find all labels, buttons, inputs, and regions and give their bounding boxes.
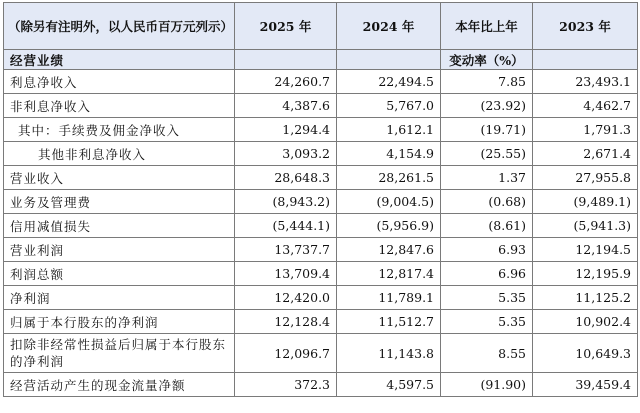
row-label: 信用减值损失: [4, 214, 235, 238]
table-row: [4, 238, 638, 262]
value-2024: 4,154.9: [337, 142, 441, 166]
value-change: 6.96: [441, 262, 533, 286]
value-change: (8.61): [441, 214, 533, 238]
value-2023: 10,902.4: [533, 310, 638, 334]
table-row: [4, 166, 638, 190]
value-2023: 27,955.8: [533, 166, 638, 190]
value-2024: 12,817.4: [337, 262, 441, 286]
value-2023: 10,649.3: [533, 334, 638, 373]
value-2025: 13,737.7: [235, 238, 337, 262]
value-2024: 22,494.5: [337, 70, 441, 94]
header-2024: 2024 年: [337, 3, 441, 50]
value-2024: 5,767.0: [337, 94, 441, 118]
table-row: [4, 190, 638, 214]
value-2024: 11,512.7: [337, 310, 441, 334]
table-row: [4, 334, 638, 373]
value-2025: 4,387.6: [235, 94, 337, 118]
value-2025: 12,420.0: [235, 286, 337, 310]
header-unit-note: （除另有注明外，以人民币百万元列示）: [4, 3, 235, 50]
value-change: 7.85: [441, 70, 533, 94]
header-2023: 2023 年: [533, 3, 638, 50]
section-blank: [337, 50, 441, 70]
value-2024: 28,261.5: [337, 166, 441, 190]
value-change: (23.92): [441, 94, 533, 118]
row-label: 其中：手续费及佣金净收入: [4, 118, 235, 142]
value-change: (91.90): [441, 373, 533, 397]
value-2024: (5,956.9): [337, 214, 441, 238]
section-unit: 变动率（%）: [441, 50, 533, 70]
row-label: 经营活动产生的现金流量净额: [4, 373, 235, 397]
value-change: 5.35: [441, 310, 533, 334]
header-row: [4, 3, 638, 50]
value-2024: 12,847.6: [337, 238, 441, 262]
section-blank: [533, 50, 638, 70]
value-2025: 1,294.4: [235, 118, 337, 142]
table-row: [4, 286, 638, 310]
section-label: 经营业绩: [4, 50, 235, 70]
row-label: 利润总额: [4, 262, 235, 286]
table-row: [4, 142, 638, 166]
row-label: 净利润: [4, 286, 235, 310]
value-2025: 24,260.7: [235, 70, 337, 94]
value-2025: 13,709.4: [235, 262, 337, 286]
value-2023: 2,671.4: [533, 142, 638, 166]
row-label: 归属于本行股东的净利润: [4, 310, 235, 334]
financial-table: [3, 2, 638, 397]
value-2023: 12,194.5: [533, 238, 638, 262]
value-2023: 12,195.9: [533, 262, 638, 286]
row-label: 非利息净收入: [4, 94, 235, 118]
section-row: [4, 50, 638, 70]
value-2023: 23,493.1: [533, 70, 638, 94]
table-row: [4, 373, 638, 397]
value-change: (19.71): [441, 118, 533, 142]
value-change: (0.68): [441, 190, 533, 214]
value-2025: (5,444.1): [235, 214, 337, 238]
value-change: 6.93: [441, 238, 533, 262]
row-label: 营业利润: [4, 238, 235, 262]
value-2024: (9,004.5): [337, 190, 441, 214]
value-2023: 11,125.2: [533, 286, 638, 310]
table-row: [4, 118, 638, 142]
value-2025: (8,943.2): [235, 190, 337, 214]
row-label: 营业收入: [4, 166, 235, 190]
value-2023: (9,489.1): [533, 190, 638, 214]
value-2025: 28,648.3: [235, 166, 337, 190]
value-2025: 372.3: [235, 373, 337, 397]
table-row: [4, 214, 638, 238]
value-2025: 3,093.2: [235, 142, 337, 166]
value-2023: (5,941.3): [533, 214, 638, 238]
value-change: (25.55): [441, 142, 533, 166]
value-2024: 11,143.8: [337, 334, 441, 373]
value-2024: 11,789.1: [337, 286, 441, 310]
value-change: 8.55: [441, 334, 533, 373]
value-2023: 1,791.3: [533, 118, 638, 142]
value-change: 1.37: [441, 166, 533, 190]
header-change: 本年比上年: [441, 3, 533, 50]
value-2025: 12,096.7: [235, 334, 337, 373]
value-2023: 4,462.7: [533, 94, 638, 118]
value-2024: 1,612.1: [337, 118, 441, 142]
table-row: [4, 262, 638, 286]
row-label: 业务及管理费: [4, 190, 235, 214]
row-label: 利息净收入: [4, 70, 235, 94]
value-2024: 4,597.5: [337, 373, 441, 397]
value-2025: 12,128.4: [235, 310, 337, 334]
table-row: [4, 70, 638, 94]
section-blank: [235, 50, 337, 70]
table-row: [4, 94, 638, 118]
value-2023: 39,459.4: [533, 373, 638, 397]
row-label: 扣除非经常性损益后归属于本行股东的净利润: [4, 334, 235, 373]
table-row: [4, 310, 638, 334]
value-change: 5.35: [441, 286, 533, 310]
row-label: 其他非利息净收入: [4, 142, 235, 166]
header-2025: 2025 年: [235, 3, 337, 50]
